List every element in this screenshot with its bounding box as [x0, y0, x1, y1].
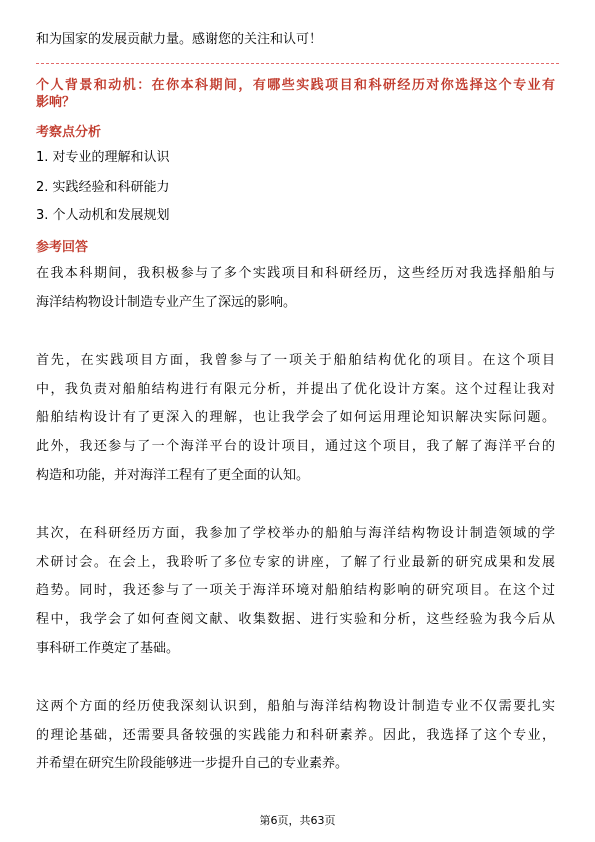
question-line-2: 影响？ — [36, 95, 76, 110]
answer-p4-line: 的理论基础，还需要具备较强的实践能力和科研素养。因此，我选择了这个专业， — [36, 728, 555, 743]
answer-p1-line: 海洋结构物设计制造专业产生了深远的影响。 — [36, 295, 297, 310]
answer-p3-line: 趋势。同时，我还参与了一项关于海洋环境对船舶结构影响的研究项目。在这个过 — [36, 583, 555, 598]
answer-p4-line: 这两个方面的经历使我深刻认识到，船舶与海洋结构物设计制造专业不仅需要扎实 — [36, 699, 555, 714]
answer-p3-line: 事科研工作奠定了基础。 — [36, 641, 180, 656]
question-line-1: 个人背景和动机：在你本科期间，有哪些实践项目和科研经历对你选择这个专业有 — [36, 78, 555, 93]
answer-p4-line: 并希望在研究生阶段能够进一步提升自己的专业素养。 — [36, 756, 349, 771]
analysis-heading: 考察点分析 — [36, 125, 102, 140]
answer-p1-line: 在我本科期间，我积极参与了多个实践项目和科研经历，这些经历对我选择船舶与 — [36, 266, 555, 281]
answer-p2-line: 首先，在实践项目方面，我曾参与了一项关于船舶结构优化的项目。在这个项目 — [36, 353, 555, 368]
analysis-item: 2. 实践经验和科研能力 — [36, 180, 170, 195]
section-divider — [36, 63, 559, 64]
answer-p2-line: 此外，我还参与了一个海洋平台的设计项目，通过这个项目，我了解了海洋平台的 — [36, 439, 555, 454]
answer-p2-line: 构造和功能，并对海洋工程有了更全面的认知。 — [36, 468, 310, 483]
answer-p3-line: 术研讨会。在会上，我聆听了多位专家的讲座，了解了行业最新的研究成果和发展 — [36, 555, 555, 570]
answer-p2-line: 船舶结构设计有了更深入的理解，也让我学会了如何运用理论知识解决实际问题。 — [36, 410, 555, 425]
answer-p3-line: 其次，在科研经历方面，我参加了学校举办的船舶与海洋结构物设计制造领域的学 — [36, 526, 555, 541]
answer-heading: 参考回答 — [36, 240, 89, 255]
analysis-item: 1. 对专业的理解和认识 — [36, 150, 170, 165]
answer-p3-line: 程中，我学会了如何查阅文献、收集数据、进行实验和分析，这些经验为我今后从 — [36, 612, 555, 627]
intro-tail-text: 和为国家的发展贡献力量。感谢您的关注和认可！ — [36, 32, 323, 47]
answer-p2-line: 中，我负责对船舶结构进行有限元分析，并提出了优化设计方案。这个过程让我对 — [36, 382, 555, 397]
analysis-item: 3. 个人动机和发展规划 — [36, 208, 170, 223]
page-number-footer: 第6页，共63页 — [259, 814, 336, 827]
